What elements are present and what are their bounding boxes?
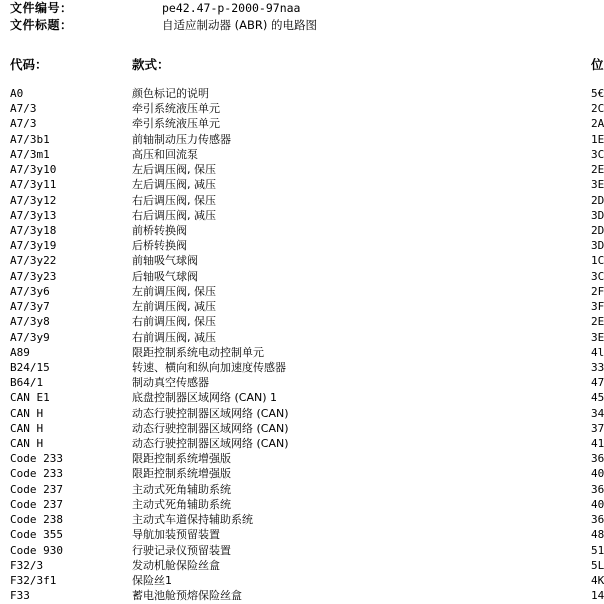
component-list xyxy=(0,86,604,603)
component-location: 5L xyxy=(591,558,604,572)
table-row xyxy=(0,451,604,466)
component-description: 动态行驶控制器区域网络 (CAN) xyxy=(132,421,289,435)
component-description: 后桥转换阀 xyxy=(132,239,187,253)
component-location: 51 xyxy=(591,543,604,557)
component-description: 牵引系统液压单元 xyxy=(132,102,220,116)
component-location: 4l xyxy=(591,345,604,359)
table-row xyxy=(0,345,604,360)
location-column-header: 位 xyxy=(591,57,604,72)
component-code: CAN H xyxy=(10,421,44,435)
component-description: 保险丝1 xyxy=(132,574,172,587)
component-code: A7/3y12 xyxy=(10,193,57,207)
table-row xyxy=(0,406,604,421)
table-row xyxy=(0,314,604,329)
table-row xyxy=(0,269,604,284)
component-description: 发动机舱保险丝盒 xyxy=(132,558,220,572)
table-row xyxy=(0,421,604,436)
component-code: B24/15 xyxy=(10,360,50,374)
component-code: Code 238 xyxy=(10,513,63,527)
table-row xyxy=(0,436,604,451)
component-location: 47 xyxy=(591,376,604,390)
component-location: 5€ xyxy=(591,87,604,100)
component-code: Code 355 xyxy=(10,528,63,542)
component-description: 主动式死角辅助系统 xyxy=(132,482,231,496)
component-location: 2C xyxy=(591,102,604,116)
table-row xyxy=(0,330,604,345)
table-row xyxy=(0,132,604,147)
component-location: 40 xyxy=(591,467,604,481)
table-row xyxy=(0,116,604,131)
component-code: A7/3y9 xyxy=(10,330,50,344)
component-code: Code 233 xyxy=(10,452,63,466)
component-description: 右前调压阀, 保压 xyxy=(132,315,216,329)
component-location: 1C xyxy=(591,254,604,268)
component-code: A7/3y11 xyxy=(10,178,57,192)
table-row xyxy=(0,573,604,588)
component-location: 40 xyxy=(591,497,604,511)
component-code: A7/3y7 xyxy=(10,300,50,314)
component-code: A7/3b1 xyxy=(10,132,50,146)
table-row xyxy=(0,543,604,558)
component-location: 37 xyxy=(591,421,604,435)
doc-title-label: 文件标题： xyxy=(10,18,73,32)
component-description: 主动式死角辅助系统 xyxy=(132,497,231,511)
model-column-header: 款式： xyxy=(132,57,170,72)
component-code: F33 xyxy=(10,589,30,603)
component-code: CAN H xyxy=(10,437,44,451)
component-location: 2A xyxy=(591,117,604,131)
component-description: 前轴制动压力传感器 xyxy=(132,132,231,146)
table-row xyxy=(0,238,604,253)
component-location: 14 xyxy=(591,589,604,603)
component-location: 2F xyxy=(591,284,604,298)
component-location: 36 xyxy=(591,513,604,527)
table-row xyxy=(0,177,604,192)
component-code: B64/1 xyxy=(10,376,44,390)
table-row xyxy=(0,482,604,497)
component-description: 高压和回流泵 xyxy=(132,147,198,161)
component-code: Code 237 xyxy=(10,482,63,496)
component-description: 限距控制系统增强版 xyxy=(132,452,231,466)
component-description: 颜色标记的说明 xyxy=(132,87,209,100)
table-row xyxy=(0,162,604,177)
component-location: 41 xyxy=(591,437,604,451)
component-code: A7/3y23 xyxy=(10,269,57,283)
component-location: 2E xyxy=(591,315,604,329)
component-code: A7/3 xyxy=(10,102,37,116)
component-description: 牵引系统液压单元 xyxy=(132,117,220,131)
component-code: A7/3 xyxy=(10,117,37,131)
component-code: A7/3y6 xyxy=(10,284,50,298)
component-code: F32/3f1 xyxy=(10,574,57,587)
component-code: A89 xyxy=(10,345,30,359)
table-row xyxy=(0,223,604,238)
component-description: 右后调压阀, 保压 xyxy=(132,193,216,207)
table-row xyxy=(0,284,604,299)
component-description: 转速、横向和纵向加速度传感器 xyxy=(132,360,286,374)
component-code: A7/3y19 xyxy=(10,239,57,253)
table-row xyxy=(0,512,604,527)
component-location: 3D xyxy=(591,208,604,222)
doc-title-value: 自适应制动器 (ABR) 的电路图 xyxy=(162,18,318,32)
table-row xyxy=(0,375,604,390)
component-description: 底盘控制器区域网络 (CAN) 1 xyxy=(132,391,278,405)
component-location: 3D xyxy=(591,239,604,253)
component-code: A7/3y18 xyxy=(10,223,57,237)
component-description: 导航加装预留装置 xyxy=(132,528,220,542)
component-description: 制动真空传感器 xyxy=(132,376,209,390)
component-description: 前轴吸气球阀 xyxy=(132,254,198,268)
component-code: Code 237 xyxy=(10,497,63,511)
table-row xyxy=(0,466,604,481)
table-row xyxy=(0,558,604,573)
component-description: 限距控制系统电动控制单元 xyxy=(132,345,264,359)
doc-number-label: 文件编号： xyxy=(10,1,73,15)
table-row xyxy=(0,360,604,375)
component-code: A7/3y8 xyxy=(10,315,50,329)
component-code: Code 930 xyxy=(10,543,63,557)
component-description: 限距控制系统增强版 xyxy=(132,467,231,481)
component-location: 3C xyxy=(591,269,604,283)
component-description: 左前调压阀, 减压 xyxy=(132,300,216,314)
component-location: 2D xyxy=(591,223,604,237)
component-code: A7/3y10 xyxy=(10,163,57,177)
table-row xyxy=(0,253,604,268)
component-code: CAN H xyxy=(10,406,44,420)
component-description: 左后调压阀, 保压 xyxy=(132,163,216,177)
table-row xyxy=(0,86,604,101)
component-location: 34 xyxy=(591,406,604,420)
table-row xyxy=(0,390,604,405)
component-location: 3C xyxy=(591,147,604,161)
code-column-header: 代码： xyxy=(10,57,48,72)
component-location: 48 xyxy=(591,528,604,542)
component-code: A7/3y22 xyxy=(10,254,57,268)
component-code: A7/3m1 xyxy=(10,147,50,161)
component-code: Code 233 xyxy=(10,467,63,481)
component-code: A7/3y13 xyxy=(10,208,57,222)
component-description: 前桥转换阀 xyxy=(132,223,187,237)
component-location: 4K xyxy=(591,574,604,587)
table-row xyxy=(0,101,604,116)
component-code: CAN E1 xyxy=(10,391,50,405)
component-description: 行驶记录仪预留装置 xyxy=(132,543,231,557)
component-location: 3F xyxy=(591,300,604,314)
component-location: 2E xyxy=(591,163,604,177)
component-location: 36 xyxy=(591,452,604,466)
table-row xyxy=(0,527,604,542)
table-row xyxy=(0,299,604,314)
component-location: 3E xyxy=(591,330,604,344)
component-location: 45 xyxy=(591,391,604,405)
component-code: A0 xyxy=(10,87,24,100)
component-description: 右后调压阀, 减压 xyxy=(132,208,216,222)
table-row xyxy=(0,147,604,162)
component-location: 2D xyxy=(591,193,604,207)
table-row xyxy=(0,208,604,223)
table-row xyxy=(0,497,604,512)
component-code: F32/3 xyxy=(10,558,44,572)
component-location: 33 xyxy=(591,360,604,374)
component-description: 左前调压阀, 保压 xyxy=(132,284,216,298)
component-location: 36 xyxy=(591,482,604,496)
component-location: 3E xyxy=(591,178,604,192)
component-description: 后轴吸气球阀 xyxy=(132,269,198,283)
table-row xyxy=(0,193,604,208)
component-description: 右前调压阀, 减压 xyxy=(132,330,216,344)
table-row xyxy=(0,588,604,603)
component-description: 主动式车道保持辅助系统 xyxy=(132,513,253,527)
component-description: 动态行驶控制器区域网络 (CAN) xyxy=(132,437,289,451)
component-description: 动态行驶控制器区域网络 (CAN) xyxy=(132,406,289,420)
component-location: 1E xyxy=(591,132,604,146)
component-description: 蓄电池舱预熔保险丝盒 xyxy=(132,589,242,603)
doc-number-value: pe42.47-p-2000-97naa xyxy=(162,1,301,15)
component-description: 左后调压阀, 减压 xyxy=(132,178,216,192)
